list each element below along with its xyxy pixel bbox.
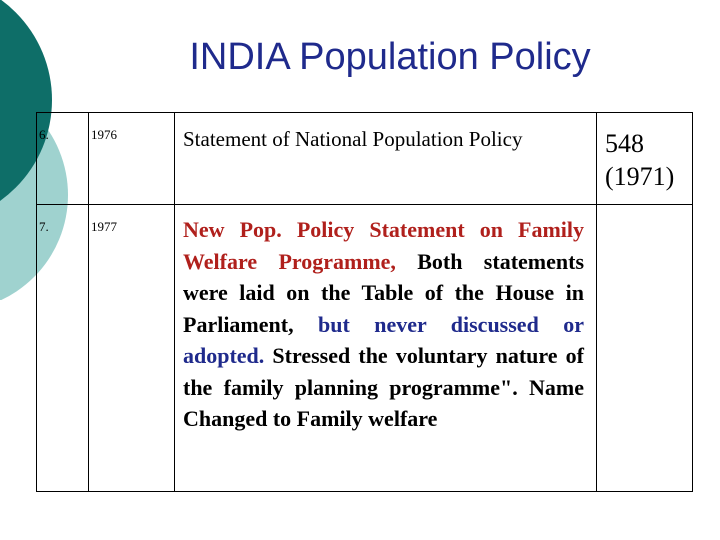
year-cell bbox=[89, 205, 175, 492]
description-black-part: Both statements were laid on the Table of the House in Parliament, bbox=[183, 248, 585, 337]
row-description bbox=[175, 205, 596, 435]
row-count: 548 (1971) bbox=[605, 129, 675, 191]
row-number-cell bbox=[37, 113, 89, 205]
description-blue-part: but never discussed or adopted. bbox=[183, 311, 584, 368]
row-number: 6. bbox=[39, 127, 49, 142]
page-title: INDIA Population Policy bbox=[189, 36, 591, 78]
row-number: 7. bbox=[39, 219, 49, 234]
row-count bbox=[597, 205, 692, 219]
description-red-part: New Pop. Policy Statement on Family Welfare Programme, bbox=[183, 217, 584, 274]
count-cell bbox=[597, 205, 693, 492]
row-description: Statement of National Population Policy bbox=[183, 127, 523, 151]
description-black-part-2: Stressed the voluntary nature of the family planning programme". Name Changed to Family welfare bbox=[183, 343, 584, 431]
description-cell bbox=[175, 113, 597, 205]
row-year: 1977 bbox=[91, 219, 117, 234]
table-row bbox=[37, 205, 693, 492]
policy-table bbox=[36, 112, 693, 492]
row-year: 1976 bbox=[91, 127, 117, 142]
count-cell bbox=[597, 113, 693, 205]
description-cell bbox=[175, 205, 597, 492]
table-row bbox=[37, 113, 693, 205]
year-cell bbox=[89, 113, 175, 205]
row-number-cell bbox=[37, 205, 89, 492]
